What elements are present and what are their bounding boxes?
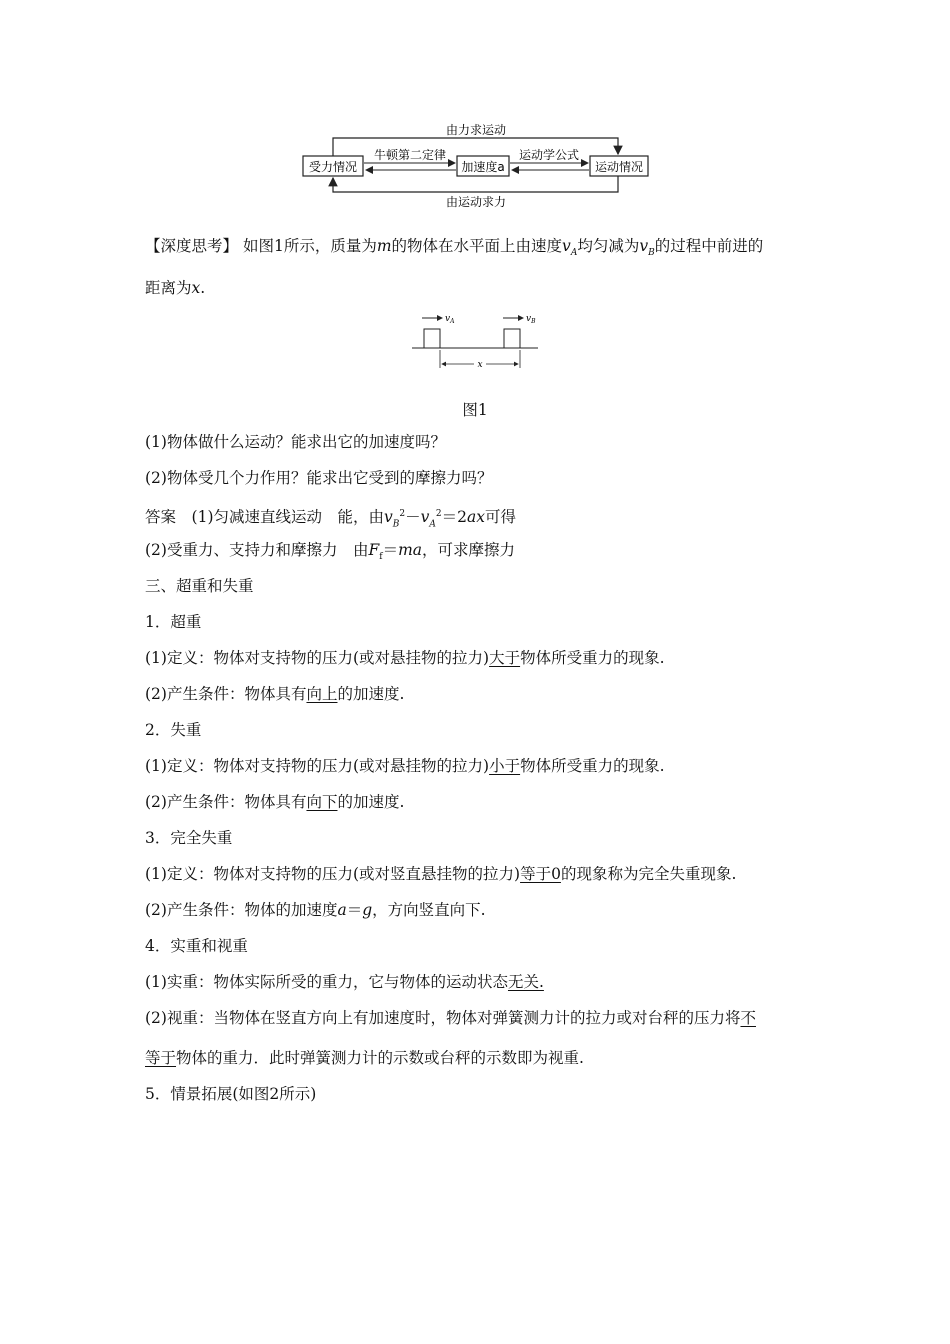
flow-box-right-text: 运动情况	[594, 160, 644, 174]
flow-box-mid-text: 加速度a	[461, 160, 505, 174]
think-line-2: 距离为x.	[145, 279, 206, 297]
item-1-definition: (1)定义：物体对支持物的压力(或对悬挂物的拉力)大于物体所受重力的现象.	[145, 649, 665, 667]
label-va: $v_A$	[445, 314, 455, 325]
label-x: x	[477, 360, 483, 370]
flow-kin-label: 运动学公式	[518, 148, 580, 162]
think-tag: 【深度思考】	[145, 237, 239, 255]
answer-2: (2)受重力、支持力和摩擦力 由$F_f=ma$，可求摩擦力	[145, 541, 516, 563]
item-4-apparent-2: 等于物体的重力．此时弹簧测力计的示数或台秤的示数即为视重.	[145, 1049, 584, 1067]
item-1-heading: 1．超重	[145, 613, 202, 631]
figure-1-caption: 图1	[462, 401, 488, 419]
flow-bottom-label: 由运动求力	[445, 195, 507, 209]
flow-newton-label: 牛顿第二定律	[373, 148, 447, 162]
answer-label: 答案	[145, 508, 177, 527]
block-b	[504, 329, 520, 348]
block-a	[424, 329, 440, 348]
item-2-definition: (1)定义：物体对支持物的压力(或对悬挂物的拉力)小于物体所受重力的现象.	[145, 757, 665, 775]
item-4-apparent-1: (2)视重：当物体在竖直方向上有加速度时，物体对弹簧测力计的拉力或对台秤的压力将不	[145, 1009, 756, 1027]
item-2-heading: 2．失重	[145, 721, 202, 739]
item-4-heading: 4．实重和视重	[145, 937, 248, 955]
bottom-arrow	[333, 176, 618, 192]
item-2-condition: (2)产生条件：物体具有向下的加速度.	[145, 793, 405, 811]
question-1: (1)物体做什么运动？能求出它的加速度吗？	[145, 433, 446, 451]
flow-diagram	[300, 120, 652, 212]
question-2: (2)物体受几个力作用？能求出它受到的摩擦力吗？	[145, 469, 493, 487]
item-3-definition: (1)定义：物体对支持物的压力(或对竖直悬挂物的拉力)等于0的现象称为完全失重现象.	[145, 865, 737, 883]
item-3-condition: (2)产生条件：物体的加速度a＝g，方向竖直向下.	[145, 901, 486, 919]
item-4-real: (1)实重：物体实际所受的重力，它与物体的运动状态无关.	[145, 973, 544, 991]
label-vb: $v_B$	[526, 314, 536, 325]
item-3-heading: 3．完全失重	[145, 829, 233, 847]
flow-box-left-text: 受力情况	[308, 160, 358, 174]
figure-1	[408, 306, 542, 372]
item-1-condition: (2)产生条件：物体具有向上的加速度.	[145, 685, 405, 703]
answer-1: 答案 (1)匀减速直线运动 能，由$v_B^2-v_A^2=2ax$可得	[145, 508, 517, 530]
flow-top-label: 由力求运动	[445, 123, 507, 137]
item-5-heading: 5．情景拓展(如图2所示)	[145, 1085, 317, 1103]
section-3-heading: 三、超重和失重	[145, 577, 254, 595]
think-line-1: 【深度思考】 如图1所示，质量为m的物体在水平面上由速度$v_A$均匀减为$v_B$的过程中前进的	[145, 237, 764, 259]
